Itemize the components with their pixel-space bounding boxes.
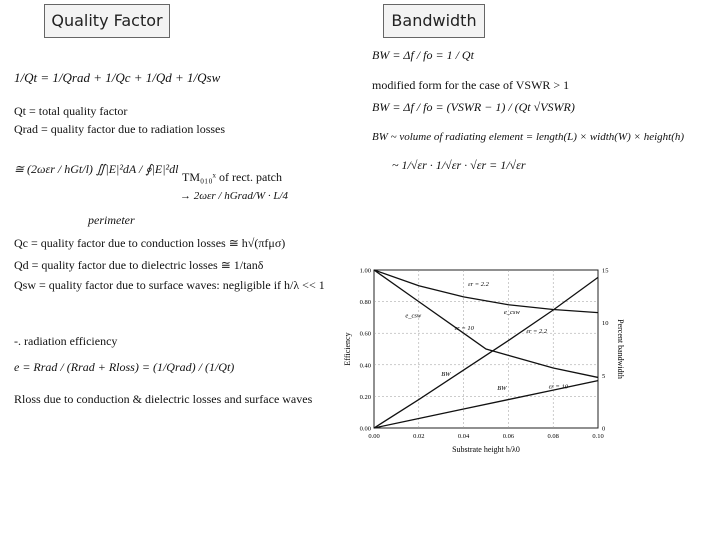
label-bw-2: BW [497, 385, 507, 393]
series-line-1 [374, 270, 598, 313]
bw-permittivity-scaling: ~ 1/√εr · 1/√εr · √εr = 1/√εr [392, 158, 526, 172]
qd-definition: Qd = quality factor due to dielectric losses ≅ 1/tanδ [14, 258, 264, 272]
bw-formula: BW = Δf / fo = 1 / Qt [372, 48, 474, 62]
qrad-definition: Qrad = quality factor due to radiation losses [14, 122, 226, 136]
bw-volume-relation: BW ~ volume of radiating element = length(L) × width(W) × height(h) [372, 131, 685, 143]
y-axis-label: Efficiency [343, 332, 352, 366]
efficiency-bandwidth-chart [340, 258, 625, 458]
x-tick-label: 0.10 [592, 433, 604, 440]
x-axis-label: Substrate height h/λ0 [452, 445, 520, 454]
label-er-10-mid: εr = 10 [454, 325, 474, 333]
rloss-definition: Rloss due to conduction & dielectric losses and surface waves [14, 392, 313, 406]
vswr-note: modified form for the case of VSWR > 1 [372, 78, 570, 92]
y2-tick-label: 0 [602, 425, 606, 433]
y-tick-label: 0.80 [359, 299, 371, 307]
x-tick-label: 0.04 [457, 433, 470, 440]
y-tick-label: 0.20 [359, 393, 371, 401]
label-er-2-2-mid: εr = 2.2 [526, 328, 548, 336]
label-er-2-2-top: εr = 2.2 [468, 280, 489, 288]
x-tick-label: 0.08 [547, 433, 559, 440]
qc-definition: Qc = quality factor due to conduction losses ≅ h√(πfμσ) [14, 236, 286, 250]
qsw-definition: Qsw = quality factor due to surface waves: negligible if h/λ << 1 [14, 278, 325, 292]
total-q-equation: 1/Qt = 1/Qrad + 1/Qc + 1/Qd + 1/Qsw [14, 70, 221, 85]
y2-tick-label: 10 [602, 320, 609, 328]
label-er-10-bottom: εr = 10 [548, 383, 568, 391]
bw-vswr-formula: BW = Δf / fo = (VSWR − 1) / (Qt √VSWR) [372, 100, 575, 114]
y2-axis-label: Percent bandwidth [616, 319, 625, 379]
mode-label: TM₀₁₀ˣ of rect. patch [182, 170, 282, 184]
x-tick-label: 0.02 [413, 433, 425, 440]
y-tick-label: 0.40 [359, 362, 371, 370]
y2-tick-label: 5 [602, 372, 606, 380]
series-line-3 [374, 277, 598, 428]
efficiency-title: -. radiation efficiency [14, 334, 118, 348]
qt-definition: Qt = total quality factor [14, 104, 128, 118]
efficiency-formula: e = Rrad / (Rrad + Rloss) = (1/Qrad) / (1/Qt) [14, 360, 235, 374]
tab-bandwidth[interactable]: Bandwidth [383, 4, 485, 38]
x-tick-label: 0.06 [502, 433, 515, 440]
perimeter-label: perimeter [88, 213, 135, 227]
label-bw-1: BW [441, 370, 451, 378]
integral-approximation: ≅ (2ωεr / hGt/l) ∬|E|²dA / ∮|E|²dl [14, 162, 179, 176]
y-tick-label: 0.60 [359, 330, 371, 338]
y-tick-label: 0.00 [359, 425, 371, 433]
label-ecsw-2: e_csw [503, 309, 520, 317]
label-ecsw-1: e_csw [405, 312, 422, 320]
y-tick-label: 1.00 [359, 267, 371, 275]
tab-quality-factor[interactable]: Quality Factor [44, 4, 170, 38]
patch-result: → 2ωεr / hGrad/W · L/4 [180, 190, 289, 202]
x-tick-label: 0.00 [368, 433, 380, 440]
y2-tick-label: 15 [602, 267, 609, 275]
